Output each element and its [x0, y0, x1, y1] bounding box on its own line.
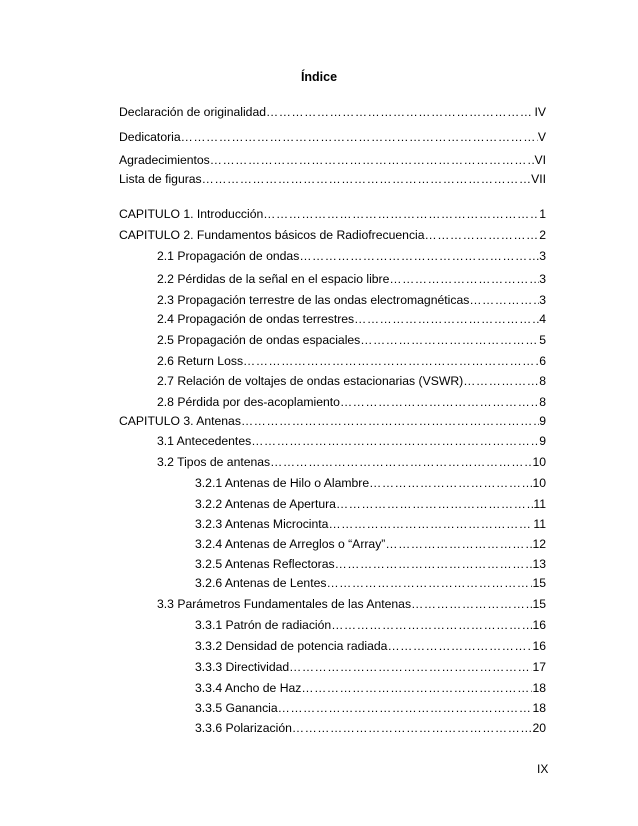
toc-entry — [119, 171, 546, 187]
toc-entry — [157, 292, 546, 308]
toc-entry-label: 3.3.5 Ganancia — [195, 701, 278, 715]
toc-entry — [119, 206, 546, 222]
toc-entry-page: 20 — [532, 721, 546, 735]
toc-entry — [157, 353, 546, 369]
toc-entry-page: 8 — [539, 374, 546, 388]
toc-entry — [195, 516, 546, 532]
toc-entry-page: 17 — [532, 660, 546, 674]
toc-entry-label: 3.2.4 Antenas de Arreglos o “Array” — [195, 537, 386, 551]
toc-entry-label: CAPITULO 2. Fundamentos básicos de Radiofrecuencia — [119, 228, 425, 242]
toc-entry-label: 2.8 Pérdida por des-acoplamiento — [157, 395, 340, 409]
toc-entry-page: 10 — [532, 476, 546, 490]
dot-leader — [336, 496, 533, 512]
toc-entry-page: 3 — [539, 249, 546, 263]
toc-entry — [119, 227, 546, 243]
dot-leader — [326, 575, 532, 591]
toc-entry-label: 3.3.3 Directividad — [195, 660, 290, 674]
toc-entry-page: 6 — [539, 354, 546, 368]
toc-entry — [119, 129, 546, 145]
toc-entry-label: CAPITULO 1. Introducción — [119, 207, 264, 221]
dot-leader — [354, 311, 539, 327]
dot-leader — [387, 638, 532, 654]
toc-entry — [157, 596, 546, 612]
dot-leader — [328, 516, 533, 532]
dot-leader — [270, 454, 532, 470]
toc-entry — [157, 454, 546, 470]
toc-entry — [195, 617, 546, 633]
toc-entry-label: 3.3.1 Patrón de radiación — [195, 618, 332, 632]
toc-entry-label: 3.3.6 Polarización — [195, 721, 292, 735]
toc-entry — [119, 104, 546, 120]
dot-leader — [181, 129, 538, 145]
toc-entry-page: 3 — [539, 293, 546, 307]
dot-leader — [263, 206, 539, 222]
toc-entry-page: 16 — [532, 618, 546, 632]
toc-entry-label: 2.2 Pérdidas de la señal en el espacio libre — [157, 272, 390, 286]
toc-entry — [195, 638, 546, 654]
dot-leader — [369, 475, 532, 491]
dot-leader — [299, 248, 539, 264]
toc-entry-page: 1 — [539, 207, 546, 221]
dot-leader — [202, 171, 531, 187]
toc-entry-label: CAPITULO 3. Antenas — [119, 414, 241, 428]
dot-leader — [301, 680, 532, 696]
dot-leader — [469, 292, 539, 308]
toc-entry-page: V — [537, 130, 546, 144]
toc-entry-label: Lista de figuras — [119, 172, 202, 186]
toc-entry-label: 3.3.4 Ancho de Haz — [195, 681, 302, 695]
toc-entry — [157, 433, 546, 449]
dot-leader — [360, 332, 539, 348]
toc-entry-label: 3.3.2 Densidad de potencia radiada — [195, 639, 388, 653]
toc-entry-label: 3.2.2 Antenas de Apertura — [195, 497, 336, 511]
toc-entry-page: 11 — [533, 517, 546, 531]
dot-leader — [278, 700, 533, 716]
toc-entry-page: 11 — [533, 497, 546, 511]
toc-entry-page: 10 — [532, 455, 546, 469]
toc-entry-page: IV — [534, 105, 546, 119]
toc-entry-label: 3.3 Parámetros Fundamentales de las Antenas — [157, 597, 412, 611]
dot-leader — [385, 536, 532, 552]
dot-leader — [210, 152, 535, 168]
dot-leader — [389, 271, 539, 287]
toc-entry — [157, 332, 546, 348]
dot-leader — [463, 373, 539, 389]
toc-entry-label: 2.3 Propagación terrestre de las ondas electromagnéticas — [157, 293, 470, 307]
dot-leader — [411, 596, 532, 612]
toc-entry-page: 18 — [532, 681, 546, 695]
toc-entry-label: Dedicatoria — [119, 130, 181, 144]
page-title: Índice — [300, 70, 338, 84]
toc-entry-label: 3.2.5 Antenas Reflectoras — [195, 557, 335, 571]
toc-entry — [157, 248, 546, 264]
toc-entry-page: 9 — [539, 434, 546, 448]
dot-leader — [243, 353, 539, 369]
dot-leader — [251, 433, 539, 449]
toc-entry-label: 2.1 Propagación de ondas — [157, 249, 300, 263]
toc-entry-page: 8 — [539, 395, 546, 409]
toc-entry-page: 9 — [539, 414, 546, 428]
dot-leader — [266, 104, 534, 120]
dot-leader — [331, 617, 532, 633]
toc-entry-label: 2.4 Propagación de ondas terrestres — [157, 312, 355, 326]
toc-entry-page: 2 — [539, 228, 546, 242]
toc-entry-page: 15 — [532, 597, 546, 611]
toc-entry-page: 18 — [532, 701, 546, 715]
toc-entry-page: 3 — [539, 272, 546, 286]
dot-leader — [241, 413, 539, 429]
toc-entry-page: VI — [534, 153, 546, 167]
toc-entry-page: 12 — [532, 537, 546, 551]
toc-entry — [195, 575, 546, 591]
toc-entry — [119, 152, 546, 168]
dot-leader — [289, 659, 532, 675]
toc-entry-label: 3.1 Antecedentes — [157, 434, 252, 448]
toc-entry — [157, 373, 546, 389]
toc-entry — [195, 556, 546, 572]
toc-entry — [119, 413, 546, 429]
toc-entry-label: 3.2.3 Antenas Microcinta — [195, 517, 329, 531]
toc-entry — [157, 311, 546, 327]
toc-entry-label: Agradecimientos — [119, 153, 210, 167]
toc-entry — [195, 659, 546, 675]
toc-entry-label: 2.7 Relación de voltajes de ondas estacionarias (VSWR) — [157, 374, 464, 388]
toc-entry — [195, 680, 546, 696]
page-number: IX — [537, 762, 549, 776]
toc-entry-page: 15 — [532, 576, 546, 590]
toc-entry-label: 3.2.1 Antenas de Hilo o Alambre — [195, 476, 370, 490]
toc-entry-label: 3.2.6 Antenas de Lentes — [195, 576, 327, 590]
toc-entry — [195, 700, 546, 716]
toc-entry — [157, 271, 546, 287]
toc-entry-page: 5 — [539, 333, 546, 347]
toc-entry-label: 2.5 Propagación de ondas espaciales — [157, 333, 361, 347]
dot-leader — [292, 720, 533, 736]
dot-leader — [425, 227, 540, 243]
toc-entry — [157, 394, 546, 410]
toc-entry-label: 2.6 Return Loss — [157, 354, 244, 368]
toc-entry — [195, 496, 546, 512]
toc-entry-label: Declaración de originalidad — [119, 105, 267, 119]
dot-leader — [335, 556, 533, 572]
toc-entry — [195, 475, 546, 491]
toc-entry-page: 4 — [539, 312, 546, 326]
toc-entry-label: 3.2 Tipos de antenas — [157, 455, 271, 469]
toc-entry — [195, 720, 546, 736]
dot-leader — [340, 394, 539, 410]
toc-entry-page: VII — [531, 172, 546, 186]
toc-entry — [195, 536, 546, 552]
toc-entry-page: 13 — [532, 557, 546, 571]
toc-entry-page: 16 — [532, 639, 546, 653]
